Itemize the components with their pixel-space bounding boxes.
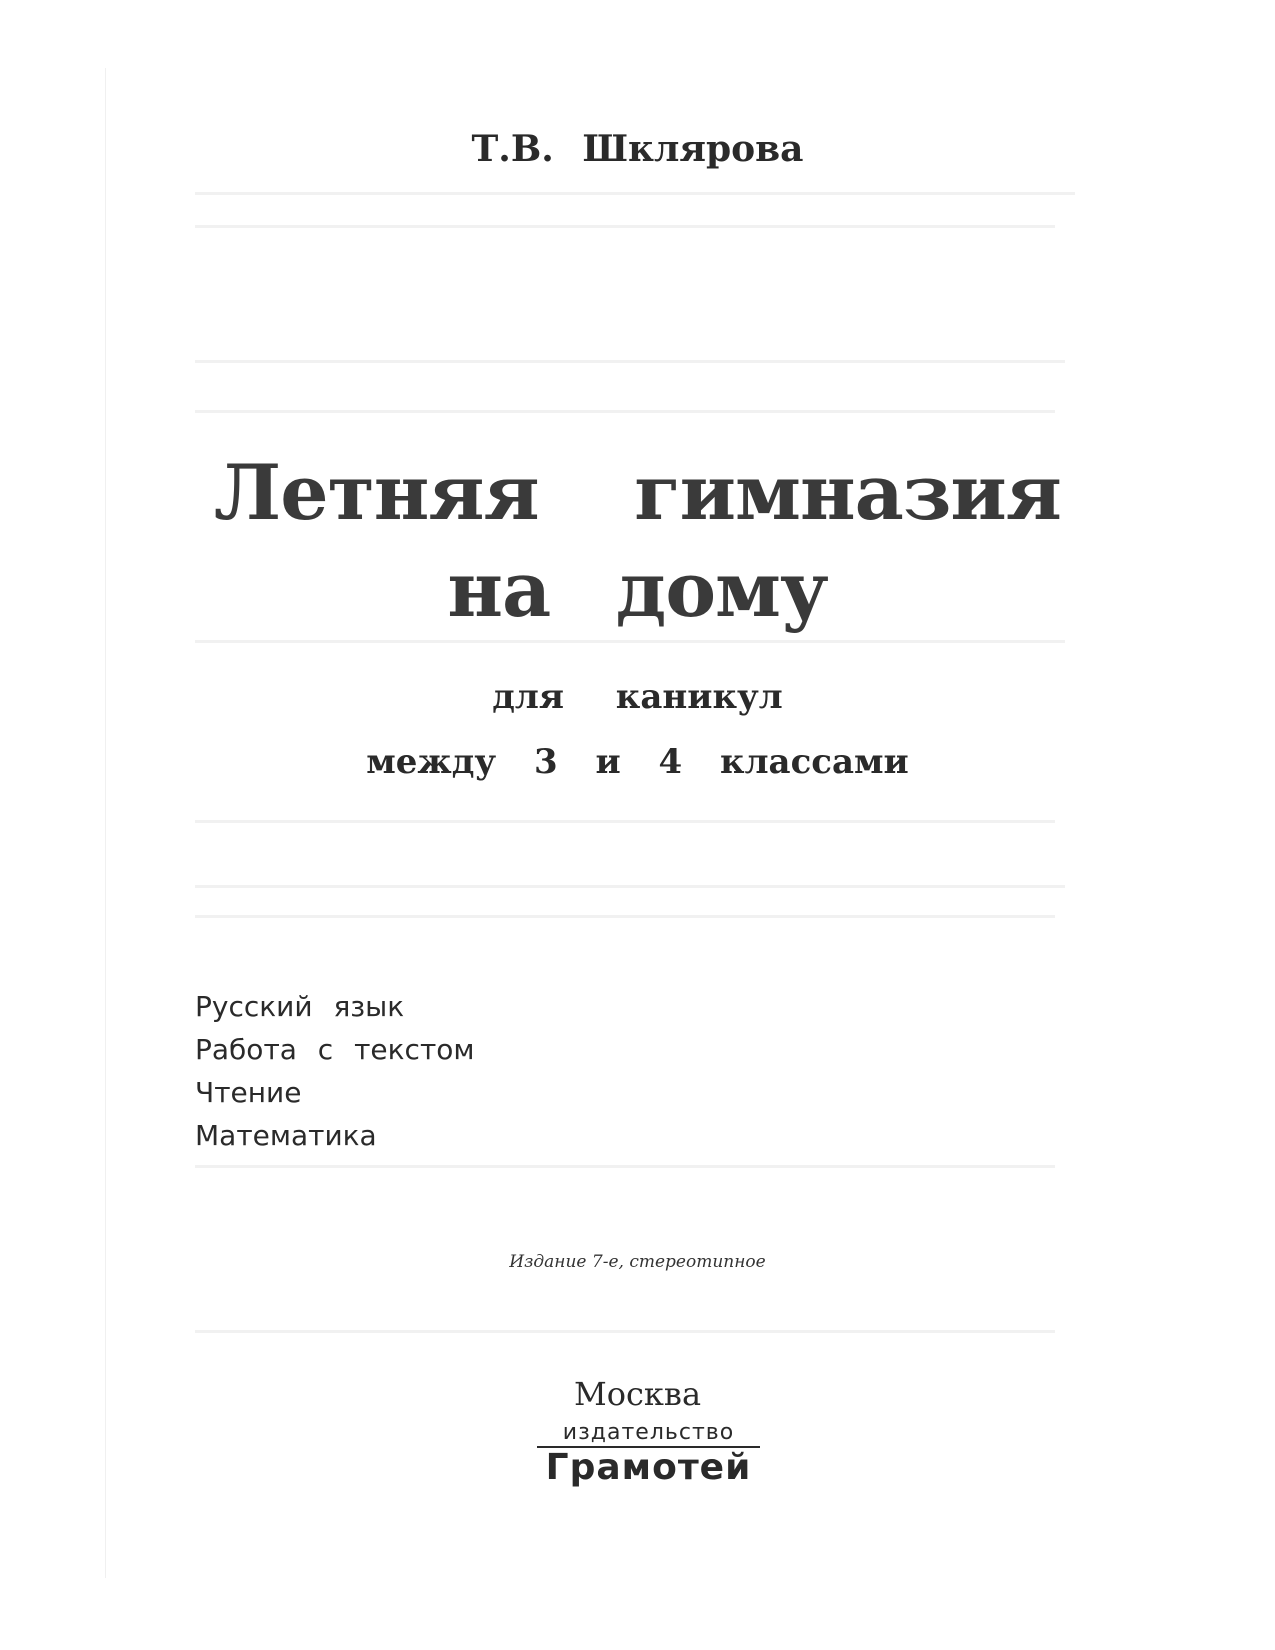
bleed-through-line bbox=[195, 885, 1065, 888]
bleed-through-line bbox=[195, 1165, 1055, 1168]
page-sheet bbox=[105, 68, 1166, 1578]
publisher-logo-name: Грамотей bbox=[545, 1447, 752, 1488]
bleed-through-line bbox=[195, 225, 1055, 228]
publisher-logo bbox=[531, 1420, 766, 1488]
subjects-list bbox=[195, 985, 475, 1157]
author-name: Т.В. Шклярова bbox=[471, 128, 804, 170]
bleed-through-line bbox=[195, 360, 1065, 363]
subject-item: Чтение bbox=[195, 1076, 302, 1109]
subtitle-line-1: для каникул bbox=[492, 677, 783, 717]
title-line-1: Летняя гимназия bbox=[214, 448, 1061, 537]
bleed-through-line bbox=[195, 192, 1075, 195]
bleed-through-line bbox=[195, 1330, 1055, 1333]
publisher-logo-top: издательство bbox=[537, 1420, 760, 1448]
title-line-2: на дому bbox=[447, 545, 828, 634]
bleed-through-line bbox=[195, 915, 1055, 918]
subject-item: Русский язык bbox=[195, 990, 405, 1023]
subtitle-line-2: между 3 и 4 классами bbox=[366, 742, 909, 782]
subject-item: Работа с текстом bbox=[195, 1033, 475, 1066]
bleed-through-line bbox=[195, 640, 1065, 643]
publication-city: Москва bbox=[573, 1375, 702, 1413]
subject-item: Математика bbox=[195, 1119, 377, 1152]
bleed-through-line bbox=[195, 820, 1055, 823]
bleed-through-line bbox=[195, 410, 1055, 413]
edition-note: Издание 7-е, стереотипное bbox=[509, 1252, 766, 1272]
